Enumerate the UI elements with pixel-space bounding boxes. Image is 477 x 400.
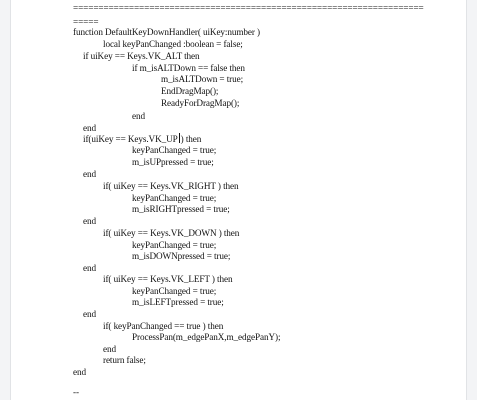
code-line: keyPanChanged = true; — [132, 193, 217, 203]
code-line: end — [83, 123, 96, 133]
code-line: m_isLEFTpressed = true; — [132, 297, 224, 307]
code-line: ReadyForDragMap(); — [161, 98, 240, 108]
code-line: EndDragMap(); — [161, 86, 219, 96]
code-line: local keyPanChanged :boolean = false; — [103, 39, 243, 49]
code-line: end — [103, 344, 116, 354]
document-page — [10, 0, 467, 400]
code-line: m_isDOWNpressed = true; — [132, 251, 231, 261]
code-line: end — [132, 111, 145, 121]
code-line: if uiKey == Keys.VK_ALT then — [83, 51, 200, 61]
code-line: m_isALTDown = true; — [161, 74, 244, 84]
code-line: function DefaultKeyDownHandler( uiKey:number ) — [73, 27, 261, 37]
code-line: end — [83, 309, 96, 319]
code-text: ) then — [180, 134, 202, 144]
code-line: if( keyPanChanged == true ) then — [103, 321, 224, 331]
code-line-with-caret[interactable] — [83, 133, 201, 145]
text-cursor — [179, 133, 180, 143]
code-line: m_isRIGHTpressed = true; — [132, 204, 230, 214]
code-line: return false; — [103, 355, 146, 365]
code-line: keyPanChanged = true; — [132, 240, 217, 250]
code-line: keyPanChanged = true; — [132, 286, 217, 296]
code-line: end — [73, 367, 86, 377]
code-line: keyPanChanged = true; — [132, 145, 217, 155]
separator-line: ===================================================================== — [73, 3, 424, 13]
code-line: -- — [73, 387, 79, 397]
code-line: if( uiKey == Keys.VK_DOWN ) then — [103, 228, 240, 238]
code-line: if( uiKey == Keys.VK_LEFT ) then — [103, 274, 233, 284]
code-line: if( uiKey == Keys.VK_RIGHT ) then — [103, 181, 239, 191]
code-line: end — [83, 169, 96, 179]
code-line: end — [83, 216, 96, 226]
code-line: m_isUPpressed = true; — [132, 157, 214, 167]
code-line: end — [83, 263, 96, 273]
code-text: if(uiKey == Keys.VK_UP — [83, 134, 178, 144]
code-line: if m_isALTDown == false then — [132, 63, 245, 73]
code-line: ProcessPan(m_edgePanX,m_edgePanY); — [132, 332, 281, 342]
separator-line-end: ===== — [73, 17, 99, 27]
